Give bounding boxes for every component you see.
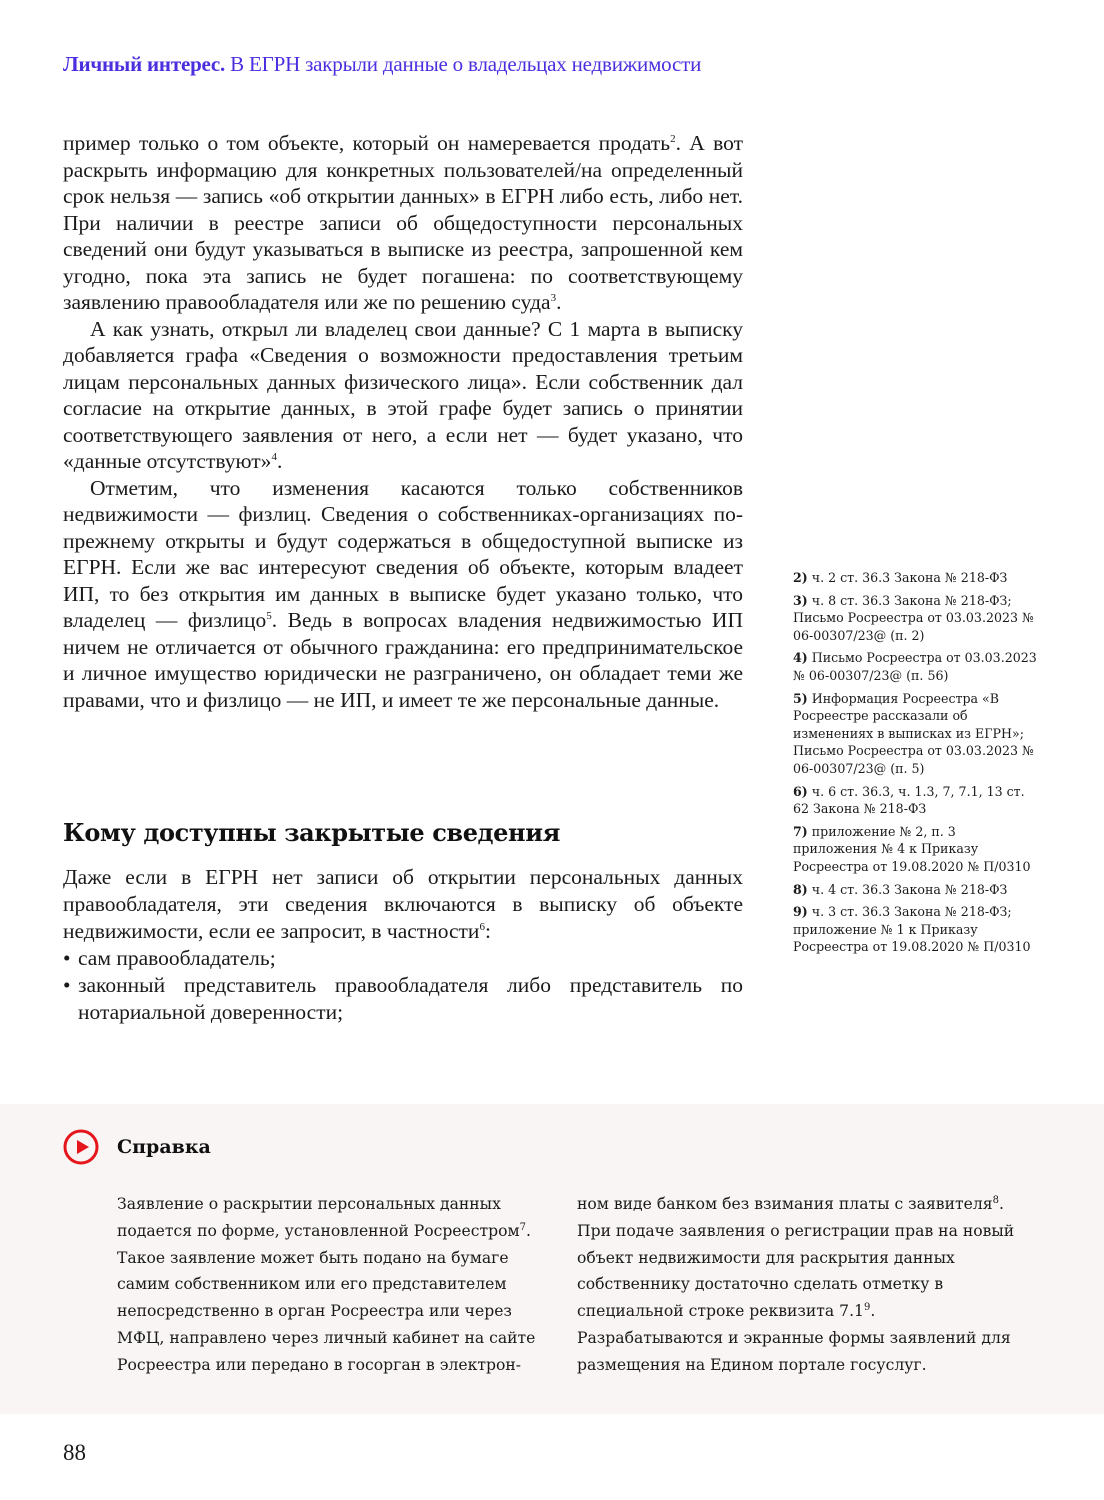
paragraph-text: А как узнать, открыл ли владелец свои данные? С 1 марта в выписку добавляется графа «Сведения о возможности предоставления третьим лицам персональных данных физического лица». Если собственник дал согласие на открытие данных, в этой графе будет запись о принятии соответствующего заявления от него, а если нет — будет указано, что «данные отсутствуют» (63, 316, 743, 473)
page-number: 88 (63, 1440, 86, 1465)
footnote-ref[interactable]: 6 (479, 920, 485, 933)
list-item: • законный представитель правообладателя либо представитель по нотариальной доверенности; (63, 972, 743, 1026)
paragraph-3 (63, 475, 743, 714)
footnote-ref[interactable]: 9 (863, 1302, 871, 1313)
footnote-text: Письмо Росреестра от 03.03.2023 № 06-00307/23@ (п. 56) (793, 650, 1037, 683)
footnote-number: 3) (793, 592, 808, 608)
paragraph-text: . (276, 449, 283, 473)
paragraph-text: : (484, 919, 491, 943)
footnote-item (793, 823, 1043, 876)
paragraph-2 (63, 316, 743, 475)
footnote-item (793, 903, 1043, 956)
section-intro (63, 864, 743, 945)
paragraph-text: Даже если в ЕГРН нет записи об открытии персональных данных правообладателя, эти сведения включаются в выписку об объекте недвижимости, если ее запросит, в частности (63, 865, 743, 943)
note-text: . Такое заявление может быть подано на бумаге самим собственником или его представителем непосредственно в орган Росреестра или через МФЦ, направлено через личный кабинет на сайте Росреестра или передано в госорган в электрон- (117, 1221, 536, 1374)
footnote-text: приложение № 2, п. 3 приложения № 4 к Приказу Росреестра от 19.08.2020 № П/0310 (793, 823, 1031, 874)
footnote-number: 9) (793, 904, 808, 920)
play-circle-icon (63, 1129, 99, 1165)
running-head-title: В ЕГРН закрыли данные о владельцах недвижимости (230, 52, 702, 76)
footnote-number: 8) (793, 881, 808, 897)
footnote-number: 6) (793, 783, 808, 799)
footnote-number: 4) (793, 650, 808, 666)
paragraph-text: Отметим, что изменения касаются только собственников недвижимости — физлиц. Сведения о собственниках-организациях по-прежнему открыты и будут содержаться в общедоступной выписке из ЕГРН. Если же вас интересуют сведения об объекте, которым владеет ИП, то без открытия им данных в выписке будет указано только, что владелец — физлицо (63, 475, 743, 632)
footnote-ref[interactable]: 8 (992, 1194, 999, 1206)
footnote-text: Информация Росреестра «В Росреестре рассказали об изменениях в выписках из ЕГРН»; Письмо Росреестра от 03.03.2023 № 06-00307/23@ (п. 5) (793, 690, 1034, 776)
footnote-item (793, 592, 1043, 645)
note-text: . При подаче заявления о регистрации прав на новый объект недвижимости для раскрытия данных собственнику достаточно сделать отметку в специальной строке реквизита 7.1 (577, 1195, 1015, 1321)
footnote-text: ч. 4 ст. 36.3 Закона № 218-ФЗ (811, 881, 1008, 897)
footnote-text: ч. 6 ст. 36.3, ч. 1.3, 7, 7.1, 13 ст. 62 Закона № 218-ФЗ (793, 783, 1025, 817)
footnote-text: ч. 3 ст. 36.3 Закона № 218-ФЗ; приложение № 1 к Приказу Росреестра от 19.08.2020 № П/0310 (793, 904, 1031, 955)
paragraph-text: . Ведь в вопросах владения недвижимостью ИП ничем не отличается от обычного гражданина: его предпринимательское и личное имущество юридически не разграничено, он обладает теми же правами, что и физлицо — не ИП, и имеет те же персональные данные. (63, 608, 743, 712)
paragraph-1 (63, 130, 743, 316)
footnote-item (793, 881, 1043, 899)
footnote-item (793, 569, 1043, 587)
footnote-ref[interactable]: 3 (550, 291, 557, 304)
footnote-ref[interactable]: 2 (670, 132, 676, 145)
note-title: Справка (117, 1136, 211, 1158)
footnote-number: 7) (793, 823, 808, 839)
footnote-text: ч. 8 ст. 36.3 Закона № 218-ФЗ; Письмо Росреестра от 03.03.2023 № 06-00307/23@ (п. 2) (793, 592, 1034, 643)
footnote-item (793, 783, 1043, 818)
footnote-text: ч. 2 ст. 36.3 Закона № 218-ФЗ (811, 570, 1008, 585)
paragraph-text: . (556, 290, 562, 314)
section-heading: Кому доступны закрытые сведения (63, 818, 560, 847)
footnote-number: 5) (793, 690, 808, 706)
list-item: • сам правообладатель; (63, 945, 743, 972)
note-text: Заявление о раскрытии персональных данных подается по форме, установленной Росреестром (117, 1195, 520, 1240)
note-text: . Разрабатываются и экранные формы заявлений для размещения на Едином портале госуслуг. (577, 1302, 1011, 1374)
footnotes-sidebar (793, 569, 1043, 961)
footnote-item (793, 690, 1043, 778)
section-body (63, 864, 743, 1026)
note-text: ном виде банком без взимания платы с заявителя (577, 1195, 993, 1213)
paragraph-text: пример только о том объекте, который он намеревается продать (63, 131, 671, 155)
note-column-left (117, 1191, 557, 1379)
main-column (63, 130, 743, 713)
paragraph-text: . А вот раскрыть информацию для конкретных пользователей/на определенный срок нельзя — запись «об открытии данных» в ЕГРН либо есть, либо нет. При наличии в реестре записи об общедоступности персональных сведений они будут указываться в выписке из реестра, запрошенной кем угодно, пока эта запись не будет погашена: по соответствующему заявлению правообладателя или же по решению суда (63, 131, 743, 314)
note-column-right (577, 1191, 1017, 1379)
footnote-item (793, 649, 1043, 684)
running-head (63, 52, 701, 77)
footnote-ref[interactable]: 7 (519, 1221, 526, 1233)
footnote-ref[interactable]: 4 (271, 450, 277, 463)
bullet-list (63, 945, 743, 1026)
footnote-ref[interactable]: 5 (266, 609, 272, 622)
running-head-section: Личный интерес. (63, 52, 226, 76)
footnote-number: 2) (793, 570, 808, 585)
